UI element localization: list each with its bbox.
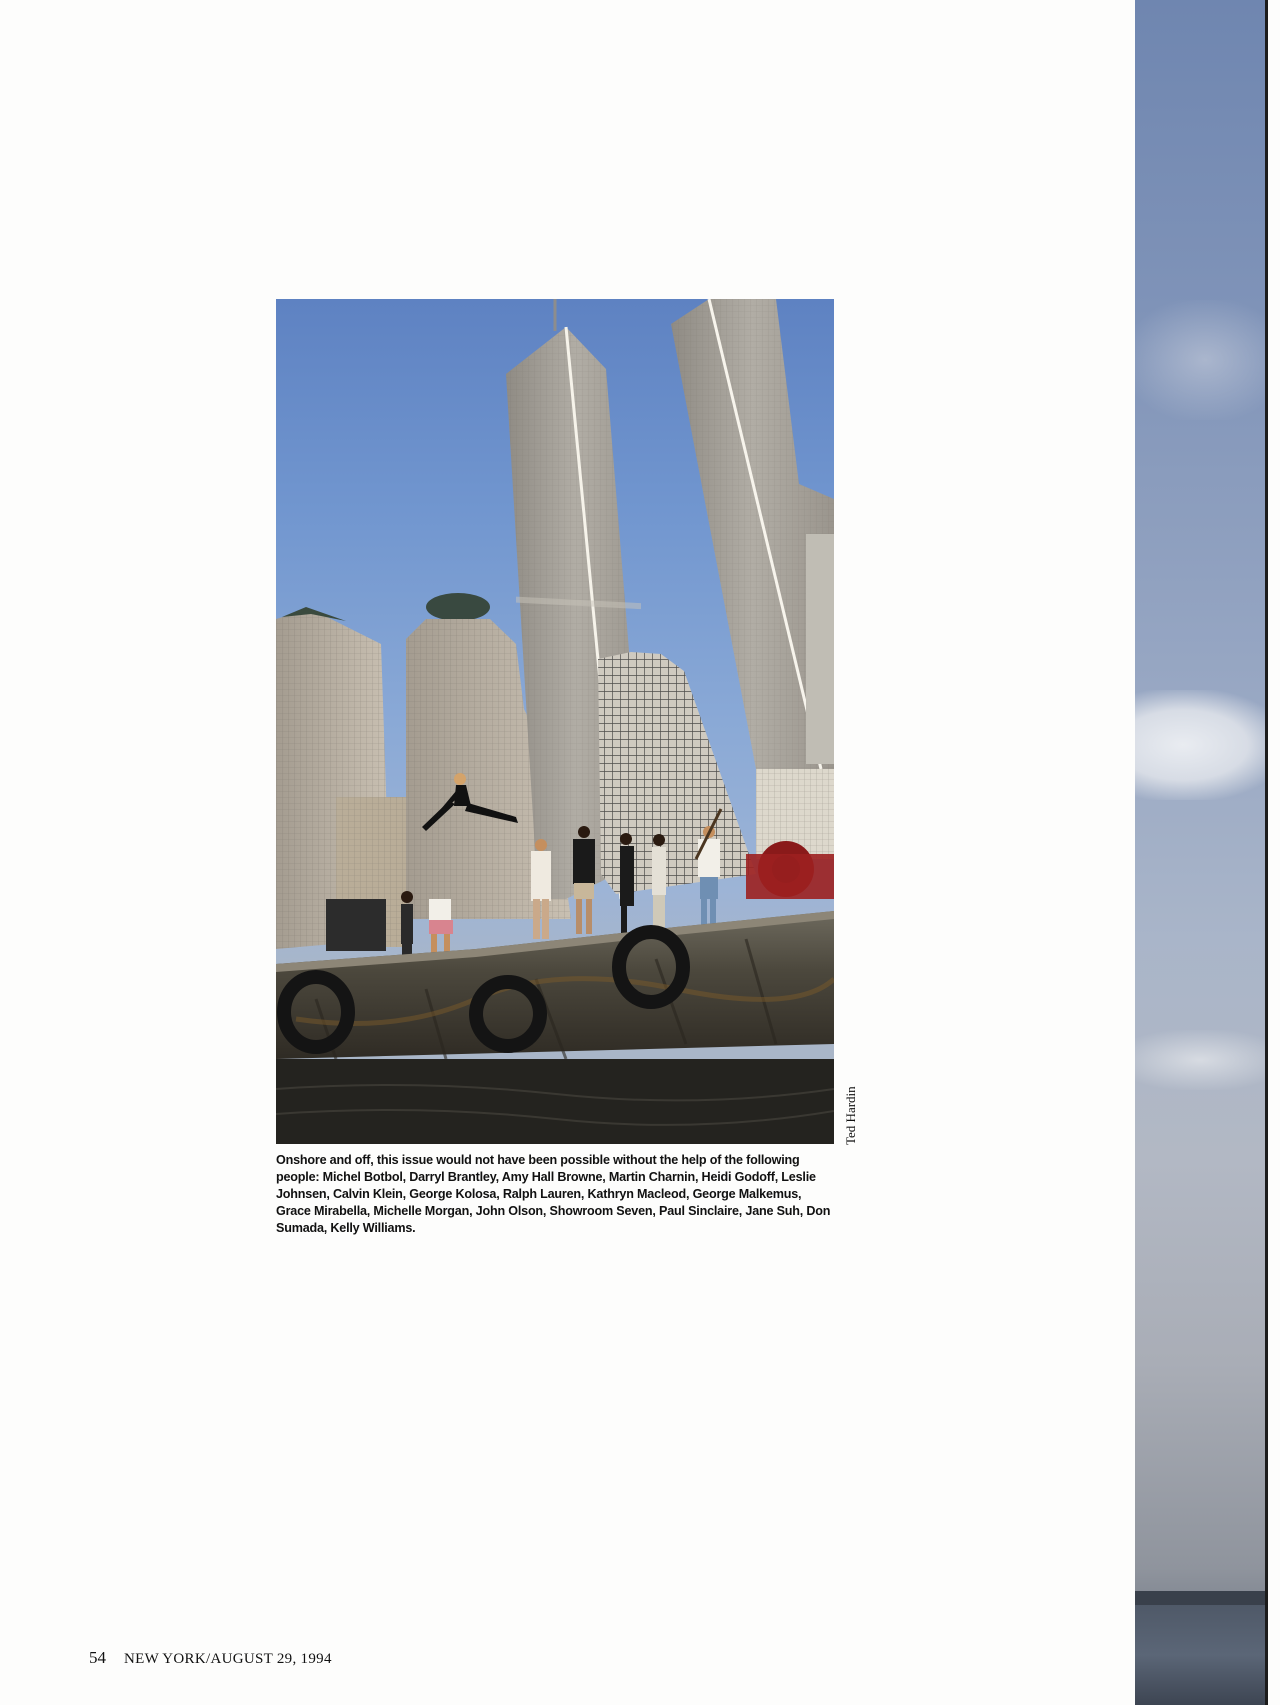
building-left <box>276 607 406 949</box>
facing-page-photo-strip <box>1135 0 1265 1705</box>
photograph-dancer-on-barge <box>276 299 834 1144</box>
page-footer <box>89 1648 332 1668</box>
publication-folio: NEW YORK/AUGUST 29, 1994 <box>124 1651 332 1667</box>
cloud <box>1135 1030 1265 1090</box>
page-number: 54 <box>89 1648 106 1667</box>
tower-south <box>671 299 834 769</box>
cloud <box>1135 300 1265 420</box>
river-water <box>1135 1605 1265 1705</box>
dark-water <box>276 1059 834 1144</box>
page-edge-line <box>1265 0 1268 1705</box>
photo-credit: Ted Hardin <box>843 1086 858 1145</box>
cloud <box>1135 690 1265 800</box>
photo-caption: Onshore and off, this issue would not have been possible without the help of the following people: Michel Botbol, Darryl Brantley, Amy Hall Browne, Martin Charnin, Heidi Godoff, Leslie Johnsen, Calvin Klein, George Kolosa, Ralph Lauren, Kathryn Macleod, George Malkemus, Grace Mirabella, Michelle Morgan, John Olson, Showroom Seven, Paul Sinclaire, Jane Suh, Don Sumada, Kelly Williams. <box>276 1153 831 1235</box>
barge <box>276 899 834 1059</box>
shoreline <box>1135 1591 1265 1605</box>
